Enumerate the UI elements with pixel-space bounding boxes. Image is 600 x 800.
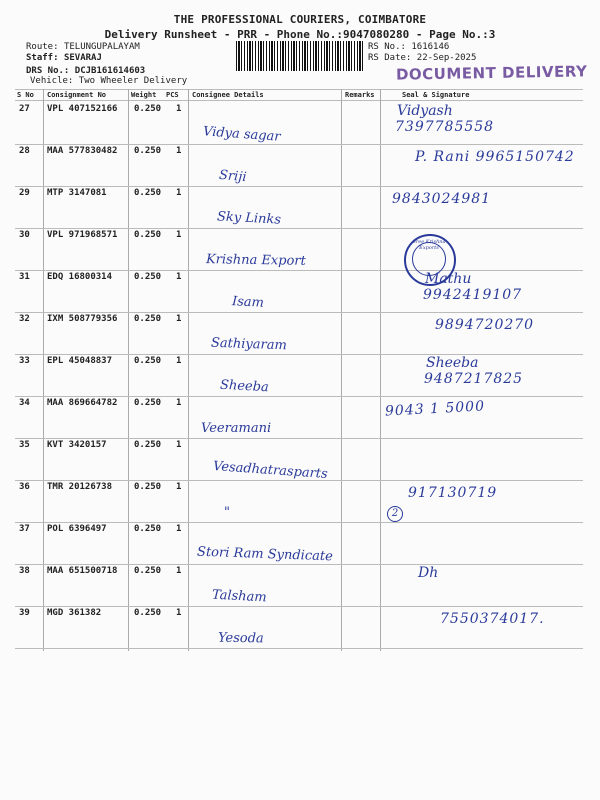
row-divider	[15, 648, 583, 649]
row-divider	[15, 270, 583, 271]
row-signature-phone: 7397785558	[395, 119, 495, 135]
col-header-remarks: Remarks	[345, 91, 375, 99]
row-consignment: MGD 361382	[47, 608, 102, 618]
row-consignee-handwriting: Talsham	[211, 587, 268, 606]
row-signature-phone: P. Rani 9965150742	[415, 149, 575, 165]
row-sno: 34	[19, 398, 30, 408]
row-consignment: IXM 508779356	[47, 314, 118, 324]
row-weight: 0.250	[134, 272, 162, 282]
row-consignment: MTP 3147081	[47, 188, 107, 198]
row-divider	[15, 396, 583, 397]
staff-label: Staff:	[26, 53, 59, 63]
col-header-pcs: PCS	[166, 91, 179, 99]
row-sno: 38	[19, 566, 30, 576]
row-signature-phone: 9894720270	[435, 317, 535, 333]
route-label: Route:	[26, 42, 59, 52]
row-weight: 0.250	[134, 104, 162, 114]
rs-date-line	[368, 53, 476, 64]
vehicle-line	[30, 76, 187, 87]
row-divider	[15, 480, 583, 481]
row-consignment: POL 6396497	[47, 524, 107, 534]
row-consignee-handwriting: Yesoda	[217, 630, 264, 647]
col-header-consignment: Consignment No	[47, 91, 107, 99]
col-divider	[380, 89, 381, 651]
table-header-border	[15, 100, 583, 101]
row-divider	[15, 144, 583, 145]
row-divider	[15, 564, 583, 565]
drs-label: DRS No.:	[26, 66, 70, 76]
row-weight: 0.250	[134, 440, 162, 450]
row-pcs: 1	[176, 146, 182, 156]
row-pcs: 1	[176, 104, 182, 114]
route-line	[26, 42, 140, 53]
vehicle-label: Vehicle:	[30, 76, 74, 86]
page-title: THE PROFESSIONAL COURIERS, COIMBATORE	[173, 13, 427, 26]
row-weight: 0.250	[134, 188, 162, 198]
barcode	[236, 41, 364, 71]
row-signature: Sheeba	[426, 355, 479, 371]
row-divider	[15, 228, 583, 229]
row-pcs: 1	[176, 272, 182, 282]
row-consignment: TMR 20126738	[47, 482, 113, 492]
row-sno: 36	[19, 482, 30, 492]
row-consignee-handwriting: Stori Ram Syndicate	[196, 544, 334, 565]
col-header-seal: Seal & Signature	[402, 91, 470, 99]
row-pcs: 1	[176, 482, 182, 492]
seal-text: Sree Krishna Exports	[412, 239, 446, 251]
row-consignment: VPL 407152166	[47, 104, 118, 114]
document-delivery-stamp: DOCUMENT DELIVERY	[395, 62, 588, 84]
col-divider	[341, 89, 342, 651]
col-header-sno: S No	[17, 91, 34, 99]
route-value: TELUNGUPALAYAM	[63, 42, 140, 52]
row-sno: 28	[19, 146, 30, 156]
col-divider	[43, 89, 44, 651]
row-consignment: MAA 577830482	[47, 146, 118, 156]
row-weight: 0.250	[134, 566, 162, 576]
row-weight: 0.250	[134, 230, 162, 240]
row-consignee-handwriting: Sky Links	[216, 209, 282, 228]
row-weight: 0.250	[134, 608, 162, 618]
row-weight: 0.250	[134, 356, 162, 366]
row-pcs: 1	[176, 188, 182, 198]
row-consignment: EDQ 16800314	[47, 272, 113, 282]
row-consignee-handwriting: Sheeba	[219, 377, 270, 396]
rs-no-label: RS No.:	[368, 42, 406, 52]
row-consignment: MAA 651500718	[47, 566, 118, 576]
row-signature-phone: 7550374017.	[440, 611, 545, 627]
row-consignee-handwriting: "	[224, 505, 230, 520]
row-signature-phone: 9942419107	[423, 287, 523, 303]
row-sno: 32	[19, 314, 30, 324]
row-weight: 0.250	[134, 146, 162, 156]
page-subtitle: Delivery Runsheet - PRR - Phone No.:9047080280 - Page No.:3	[104, 28, 496, 41]
col-header-weight: Weight	[131, 91, 157, 99]
row-weight: 0.250	[134, 314, 162, 324]
row-consignee-handwriting: Veeramani	[201, 421, 272, 436]
row-signature: Mathu	[425, 271, 472, 287]
row-pcs: 1	[176, 398, 182, 408]
row-sno: 33	[19, 356, 30, 366]
row-weight: 0.250	[134, 398, 162, 408]
rs-date-label: RS Date:	[368, 53, 412, 63]
col-divider	[188, 89, 189, 651]
row-divider	[15, 312, 583, 313]
row-divider	[15, 438, 583, 439]
row-consignee-handwriting: Sriji	[218, 167, 248, 186]
row-sno: 35	[19, 440, 30, 450]
row-signature-phone: 9487217825	[424, 371, 524, 387]
row-divider	[15, 522, 583, 523]
row-consignment: VPL 971968571	[47, 230, 118, 240]
col-divider	[128, 89, 129, 651]
row-consignee-handwriting: Krishna Export	[205, 252, 306, 269]
row-sno: 29	[19, 188, 30, 198]
rs-no-line	[368, 42, 449, 53]
staff-line	[26, 53, 102, 64]
circled-mark: 2	[387, 506, 403, 522]
row-divider	[15, 354, 583, 355]
staff-value: SEVARAJ	[63, 53, 102, 63]
row-sno: 30	[19, 230, 30, 240]
row-signature: Vidyash	[397, 103, 453, 119]
rs-no-value: 1616146	[411, 42, 450, 52]
row-sno: 39	[19, 608, 30, 618]
row-consignment: MAA 869664782	[47, 398, 118, 408]
row-sno: 31	[19, 272, 30, 282]
row-pcs: 1	[176, 566, 182, 576]
row-signature-phone: 9843024981	[392, 191, 492, 207]
row-consignee-handwriting: Vidya sagar	[202, 124, 282, 145]
row-pcs: 1	[176, 356, 182, 366]
row-pcs: 1	[176, 230, 182, 240]
row-consignee-handwriting: Vesadhatrasparts	[212, 459, 329, 482]
row-pcs: 1	[176, 314, 182, 324]
row-divider	[15, 606, 583, 607]
col-header-consignee: Consignee Details	[192, 91, 264, 99]
row-pcs: 1	[176, 524, 182, 534]
table-top-border	[15, 89, 583, 90]
rs-date-value: 22-Sep-2025	[416, 53, 477, 63]
row-weight: 0.250	[134, 482, 162, 492]
row-sno: 27	[19, 104, 30, 114]
row-signature-phone: 917130719	[408, 485, 498, 501]
row-signature-phone: 9043 1 5000	[384, 398, 486, 420]
row-pcs: 1	[176, 440, 182, 450]
row-pcs: 1	[176, 608, 182, 618]
row-divider	[15, 186, 583, 187]
vehicle-value: Two Wheeler Delivery	[78, 76, 188, 86]
row-consignee-handwriting: Sathiyaram	[210, 335, 288, 354]
row-consignment: KVT 3420157	[47, 440, 107, 450]
row-consignee-handwriting: Isam	[231, 294, 265, 311]
drs-value: DCJB161614603	[74, 66, 146, 76]
row-consignment: EPL 45048837	[47, 356, 113, 366]
row-weight: 0.250	[134, 524, 162, 534]
row-sno: 37	[19, 524, 30, 534]
row-signature: Dh	[418, 565, 439, 581]
